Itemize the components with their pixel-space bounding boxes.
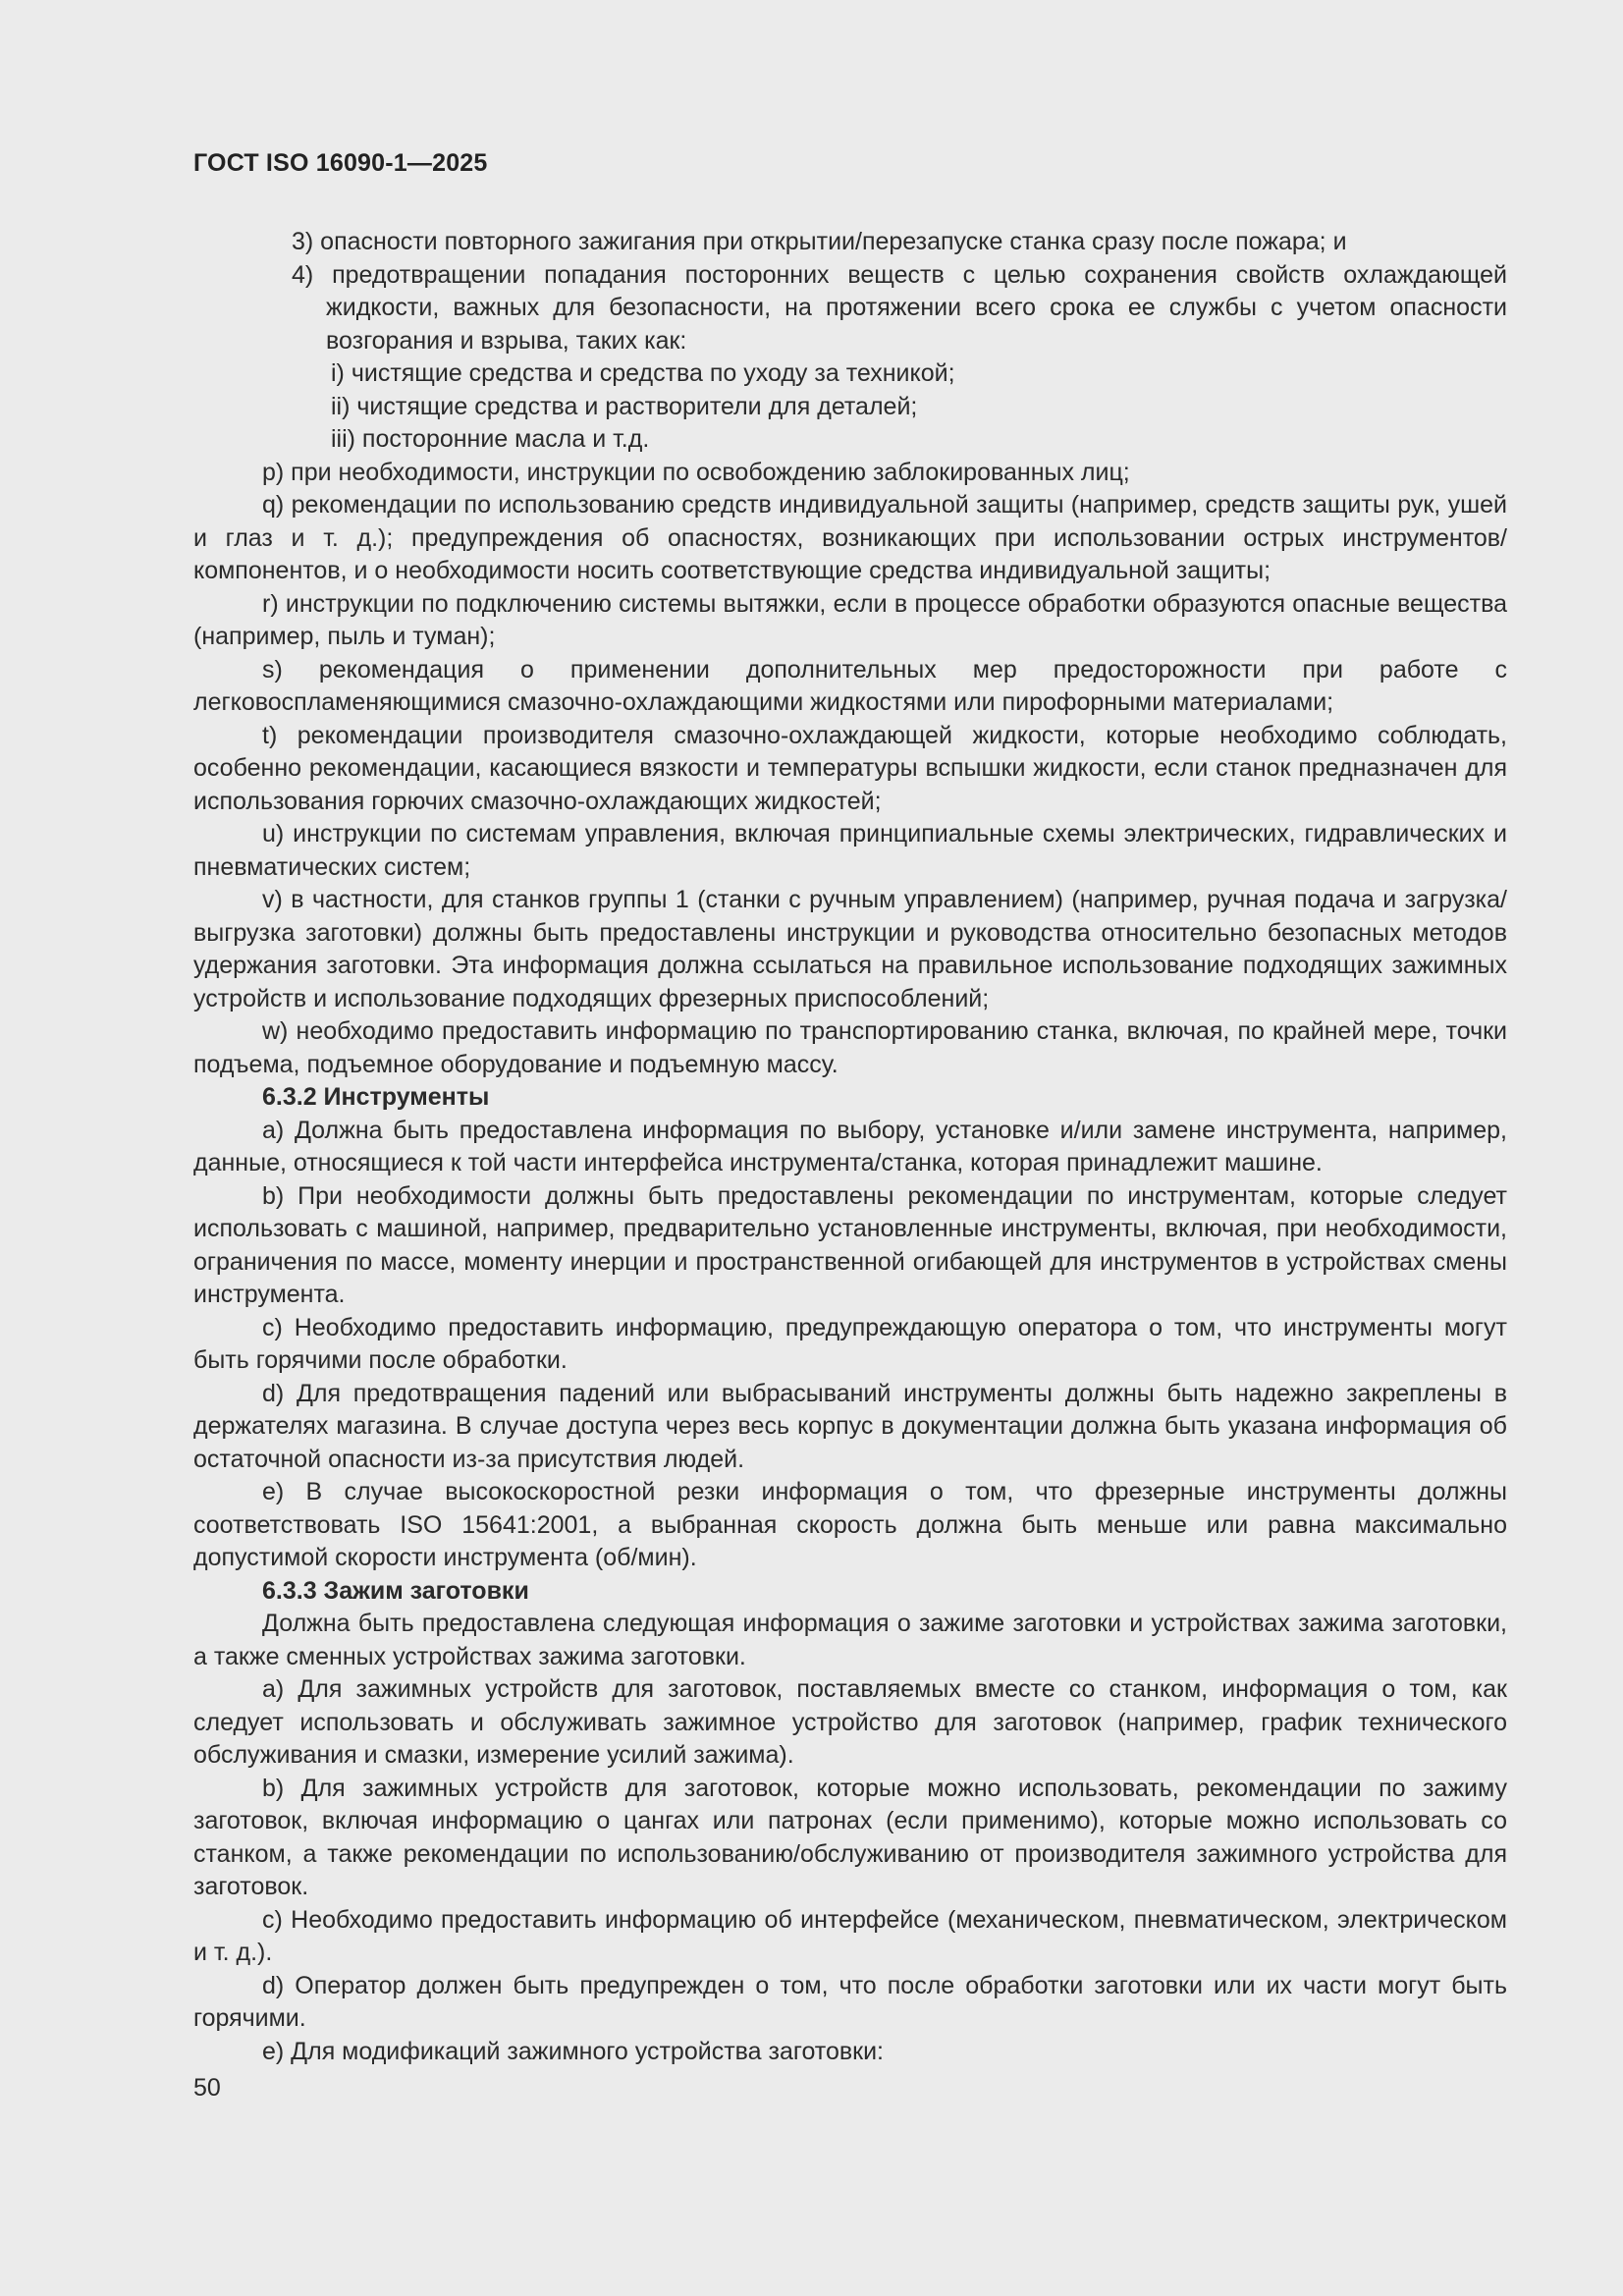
- paragraph: q) рекомендации по использованию средств индивидуальной защиты (например, средств защиты рук, ушей и глаз и т. д.); предупреждения об опасностях, возникающих при использовании острых инструментов/компонентов, и о необходимости носить соответствующие средства индивидуальной защиты;: [193, 491, 1507, 584]
- paragraph: a) Должна быть предоставлена информация по выбору, установке и/или замене инструмента, например, данные, относящиеся к той части интерфейса инструмента/станка, которая принадлежит машине.: [193, 1116, 1507, 1176]
- paragraph: iii) посторонние масла и т.д.: [331, 425, 650, 453]
- paragraph: ii) чистящие средства и растворители для деталей;: [331, 392, 918, 420]
- paragraph: b) Для зажимных устройств для заготовок, которые можно использовать, рекомендации по зажиму заготовок, включая информацию о цангах или патронах (если применимо), которые можно использовать со станком, а также рекомендации по использованию/обслуживанию от производителя зажимного устройства для заготовок.: [193, 1774, 1507, 1900]
- paragraph: p) при необходимости, инструкции по освобождению заблокированных лиц;: [262, 458, 1130, 486]
- paragraph: e) В случае высокоскоростной резки информация о том, что фрезерные инструменты должны соответствовать ISO 15641:2001, а выбранная скорость должна быть меньше или равна максимально допустимой скорости инструмента (об/мин).: [193, 1478, 1507, 1571]
- paragraph: b) При необходимости должны быть предоставлены рекомендации по инструментам, которые следует использовать с машиной, например, предварительно установленные инструменты, включая, при необходимости, ограничения по массе, моменту инерции и пространственной огибающей для инструментов в устройствах смены инструмента.: [193, 1181, 1507, 1308]
- paragraph: c) Необходимо предоставить информацию, предупреждающую оператора о том, что инструменты могут быть горячими после обработки.: [193, 1313, 1507, 1374]
- paragraph: t) рекомендации производителя смазочно-охлаждающей жидкости, которые необходимо соблюдать, особенно рекомендации, касающиеся вязкости и температуры вспышки жидкости, если станок предназначен для использования горючих смазочно-охлаждающих жидкостей;: [193, 721, 1507, 815]
- paragraph: s) рекомендация о применении дополнительных мер предосторожности при работе с легковоспламеняющимися смазочно-охлаждающими жидкостями или пирофорными материалами;: [193, 655, 1507, 716]
- page-number: 50: [193, 2074, 221, 2102]
- paragraph: d) Для предотвращения падений или выбрасываний инструменты должны быть надежно закреплены в держателях магазина. В случае доступа через весь корпус в документации должна быть указана информация об остаточной опасности из-за присутствия людей.: [193, 1379, 1507, 1473]
- paragraph: a) Для зажимных устройств для заготовок, поставляемых вместе со станком, информация о том, как следует использовать и обслуживать зажимное устройство для заготовок (например, график технического обслуживания и смазки, измерение усилий зажима).: [193, 1675, 1507, 1769]
- paragraph: c) Необходимо предоставить информацию об интерфейсе (механическом, пневматическом, электрическом и т. д.).: [193, 1905, 1507, 1966]
- paragraph: r) инструкции по подключению системы вытяжки, если в процессе обработки образуются опасные вещества (например, пыль и туман);: [193, 589, 1507, 650]
- paragraph: u) инструкции по системам управления, включая принципиальные схемы электрических, гидравлических и пневматических систем;: [193, 820, 1507, 881]
- paragraph: v) в частности, для станков группы 1 (станки с ручным управлением) (например, ручная подача и загрузка/выгрузка заготовки) должны быть предоставлены инструкции и руководства относительно безопасных методов удержания заготовки. Эта информация должна ссылаться на правильное использование подходящих зажимных устройств и использование подходящих фрезерных приспособлений;: [193, 886, 1507, 1012]
- section-heading: 6.3.2 Инструменты: [262, 1083, 490, 1111]
- paragraph: i) чистящие средства и средства по уходу за техникой;: [331, 359, 955, 387]
- paragraph: d) Оператор должен быть предупрежден о том, что после обработки заготовки или их части могут быть горячими.: [193, 1971, 1507, 2032]
- paragraph: Должна быть предоставлена следующая информация о зажиме заготовки и устройствах зажима заготовки, а также сменных устройствах зажима заготовки.: [193, 1610, 1507, 1670]
- paragraph: 4) предотвращении попадания посторонних веществ с целью сохранения свойств охлаждающей жидкости, важных для безопасности, на протяжении всего срока ее службы с учетом опасности возгорания и взрыва, таких как:: [292, 260, 1507, 355]
- section-heading: 6.3.3 Зажим заготовки: [262, 1576, 529, 1605]
- paragraph: e) Для модификаций зажимного устройства заготовки:: [262, 2037, 884, 2065]
- paragraph: w) необходимо предоставить информацию по транспортированию станка, включая, по крайней мере, точки подъема, подъемное оборудование и подъемную массу.: [193, 1017, 1507, 1078]
- document-body: [193, 226, 1507, 2068]
- document-header: ГОСТ ISO 16090-1—2025: [193, 149, 488, 177]
- paragraph: 3) опасности повторного зажигания при открытии/перезапуске станка сразу после пожара; и: [292, 228, 1347, 255]
